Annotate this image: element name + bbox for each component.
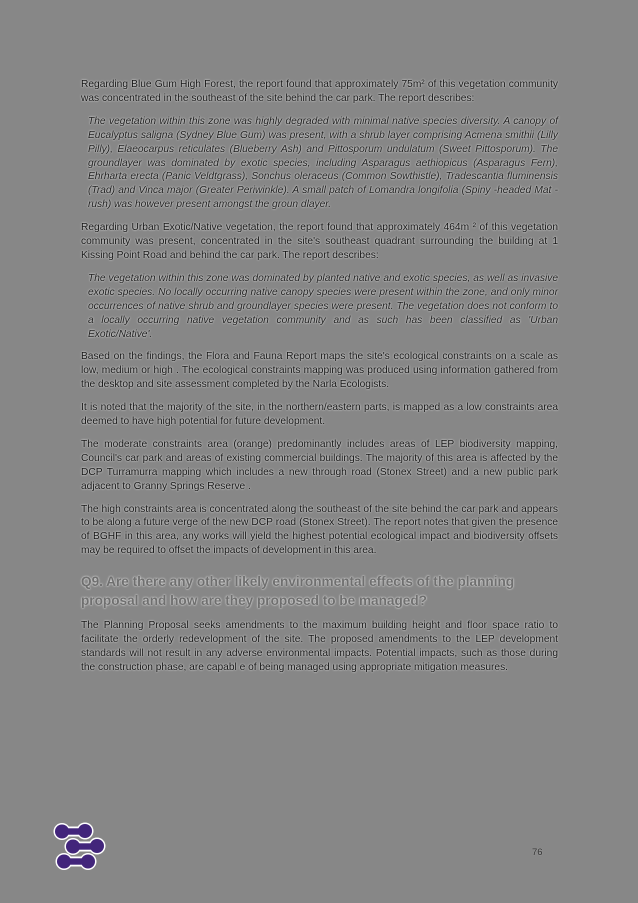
question-9-heading: Q9. Are there any other likely environmental effects of the planning proposal and how are they proposed to be managed?: [81, 574, 515, 608]
council-logo-icon: [52, 820, 108, 873]
blockquote-vegetation-zone-2: The vegetation within this zone was dominated by planted native and exotic species, as well as invasive exotic species. No locally occurring native canopy species were present within the zone, and only minor occurrences of native shrub and groundlayer species were present. The vegetation does not conform to a locally occurring native vegetation community and as such has been classified as 'Urban Exotic/Native'.: [88, 272, 558, 340]
paragraph-findings-constraints: Based on the findings, the Flora and Fauna Report maps the site's ecological constraints on a scale as low, medium or high . The ecological constraints mapping was produced using information gathered from the desktop and site assessment completed by the Narla Ecologists.: [81, 351, 558, 391]
paragraph-high-constraints: The high constraints area is concentrated along the southeast of the site behind the car park and appears to be along a future verge of the new DCP road (Stonex Street). The report notes that given the presence of BGHF in this area, any works will yield the highest potential ecological impact and biodiversity offsets may be required to offset the impacts of development in this area.: [81, 503, 558, 557]
paragraph-low-constraints: It is noted that the majority of the site, in the northern/eastern parts, is mapped as a low constraints area deemed to have high potential for future development.: [81, 402, 558, 428]
document-text-block: [81, 78, 558, 684]
paragraph-urban-exotic-intro: Regarding Urban Exotic/Native vegetation, the report found that approximately 464m ² of this vegetation community was present, concentrated in the site's southeast quadrant surrounding the building at 1 Kissing Point Road and behind the car park. The report describes:: [81, 222, 558, 261]
paragraph-moderate-constraints: The moderate constraints area (orange) predominantly includes areas of LEP biodiversity mapping, Council's car park and areas of existing commercial buildings. The majority of this area is affected by the DCP Turramurra mapping which includes a new through road (Stonex Street) and a new public park adjacent to Granny Springs Reserve .: [81, 438, 558, 492]
paragraph-q9-answer: The Planning Proposal seeks amendments to the maximum building height and floor space ratio to facilitate the orderly redevelopment of the site. The proposed amendments to the LEP development standards will not result in any adverse environmental impacts. Potential impacts, such as those during the construction phase, are capabl e of being managed using appropriate mitigation measures.: [81, 620, 558, 673]
page-number: 76: [532, 847, 543, 858]
blockquote-vegetation-zone-1: The vegetation within this zone was highly degraded with minimal native species diversity. A canopy of Eucalyptus saligna (Sydney Blue Gum) was present, with a shrub layer comprising Acmena smithii (Lilly Pilly), Elaeocarpus reticulates (Blueberry Ash) and Pittosporum undulatum (Sweet Pittosporum). The groundlayer was dominated by exotic species, including Asparagus aethiopicus (Asparagus Fern), Ehrharta erecta (Panic Veldtgrass), Sonchus oleraceus (Common Sowthistle), Tradescantia fluminensis (Trad) and Vinca major (Greater Periwinkle). A small patch of Lomandra longifolia (Spiny -headed Mat -rush) was however present amongst the groun dlayer.: [88, 115, 558, 211]
logo-link-3: [56, 853, 97, 870]
logo-link-1: [54, 823, 94, 841]
paragraph-blue-gum-intro: Regarding Blue Gum High Forest, the report found that approximately 75m² of this vegetation community was concentrated in the southeast of the site behind the car park. The report describes:: [81, 79, 558, 104]
logo-link-2: [65, 838, 106, 856]
